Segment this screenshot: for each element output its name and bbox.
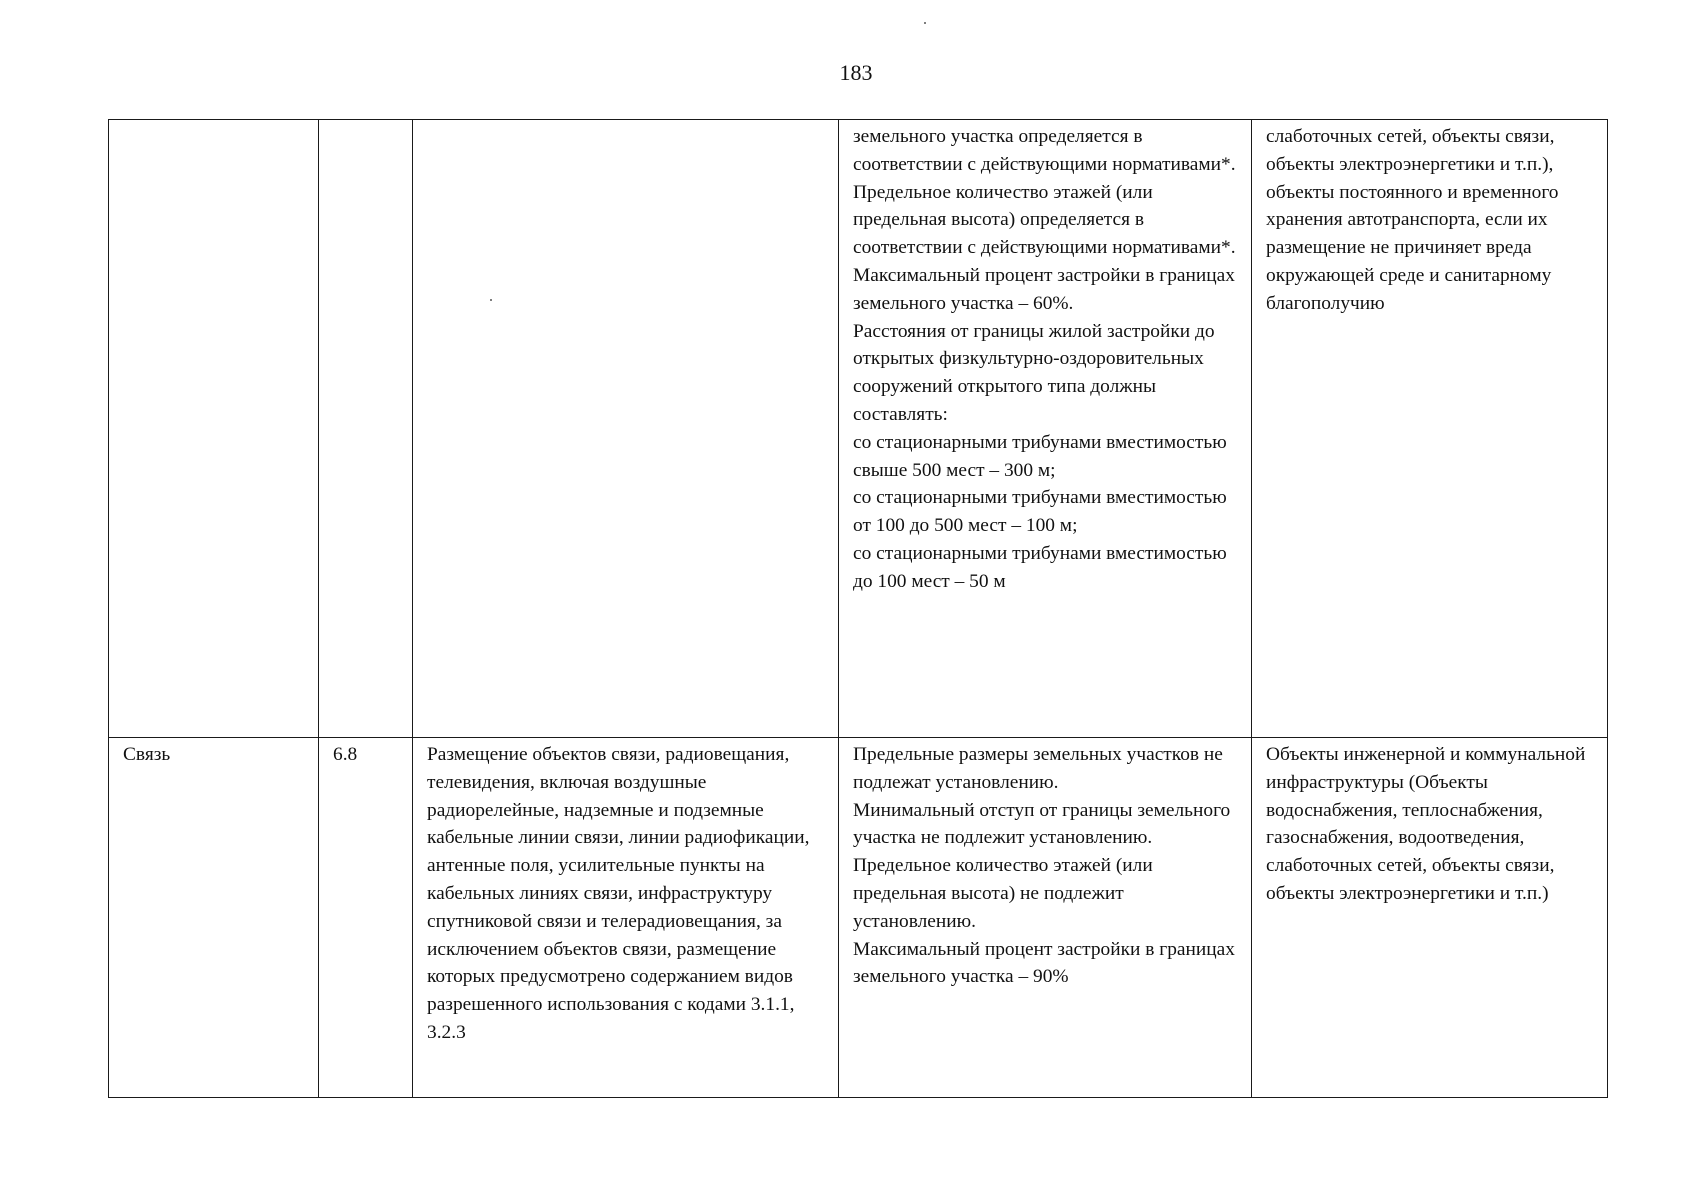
parameters-cell: Предельные размеры земельных участков не подлежат установлению. Минимальный отступ от границы земельного участка не подлежит установлению. Предельное количество этажей (или предельная высота) не подлежит установлению. Максимальный процент застройки в границах земельного участка – 90% — [839, 738, 1252, 1098]
table-row — [109, 120, 1608, 738]
auxiliary-uses-cell: слаботочных сетей, объекты связи, объекты электроэнергетики и т.п.), объекты постоянного и временного хранения автотранспорта, если их размещение не причиняет вреда окружающей среде и санитарному благополучию — [1252, 120, 1608, 738]
use-description-cell — [413, 120, 839, 738]
use-code-cell — [319, 120, 413, 738]
scan-speck — [924, 22, 926, 24]
auxiliary-uses-cell: Объекты инженерной и коммунальной инфраструктуры (Объекты водоснабжения, теплоснабжения, газоснабжения, водоотведения, слаботочных сетей, объекты связи, объекты электроэнергетики и т.п.) — [1252, 738, 1608, 1098]
parameters-cell: земельного участка определяется в соответствии с действующими нормативами*. Предельное количество этажей (или предельная высота) определяется в соответствии с действующими нормативами*. Максимальный процент застройки в границах земельного участка – 60%. Расстояния от границы жилой застройки до открытых физкультурно-оздоровительных сооружений открытого типа должны составлять: со стационарными трибунами вместимостью свыше 500 мест – 300 м; со стационарными трибунами вместимостью от 100 до 500 мест – 100 м; со стационарными трибунами вместимостью до 100 мест – 50 м — [839, 120, 1252, 738]
table-row — [109, 738, 1608, 1098]
use-code-cell: 6.8 — [319, 738, 413, 1098]
use-name-cell: Связь — [109, 738, 319, 1098]
scan-speck — [490, 299, 492, 301]
land-use-table — [108, 119, 1608, 1098]
use-description-cell: Размещение объектов связи, радиовещания, телевидения, включая воздушные радиорелейные, надземные и подземные кабельные линии связи, линии радиофикации, антенные поля, усилительные пункты на кабельных линиях связи, инфраструктуру спутниковой связи и телерадиовещания, за исключением объектов связи, размещение которых предусмотрено содержанием видов разрешенного использования с кодами 3.1.1, 3.2.3 — [413, 738, 839, 1098]
page-number: 183 — [839, 60, 873, 85]
use-name-cell — [109, 120, 319, 738]
